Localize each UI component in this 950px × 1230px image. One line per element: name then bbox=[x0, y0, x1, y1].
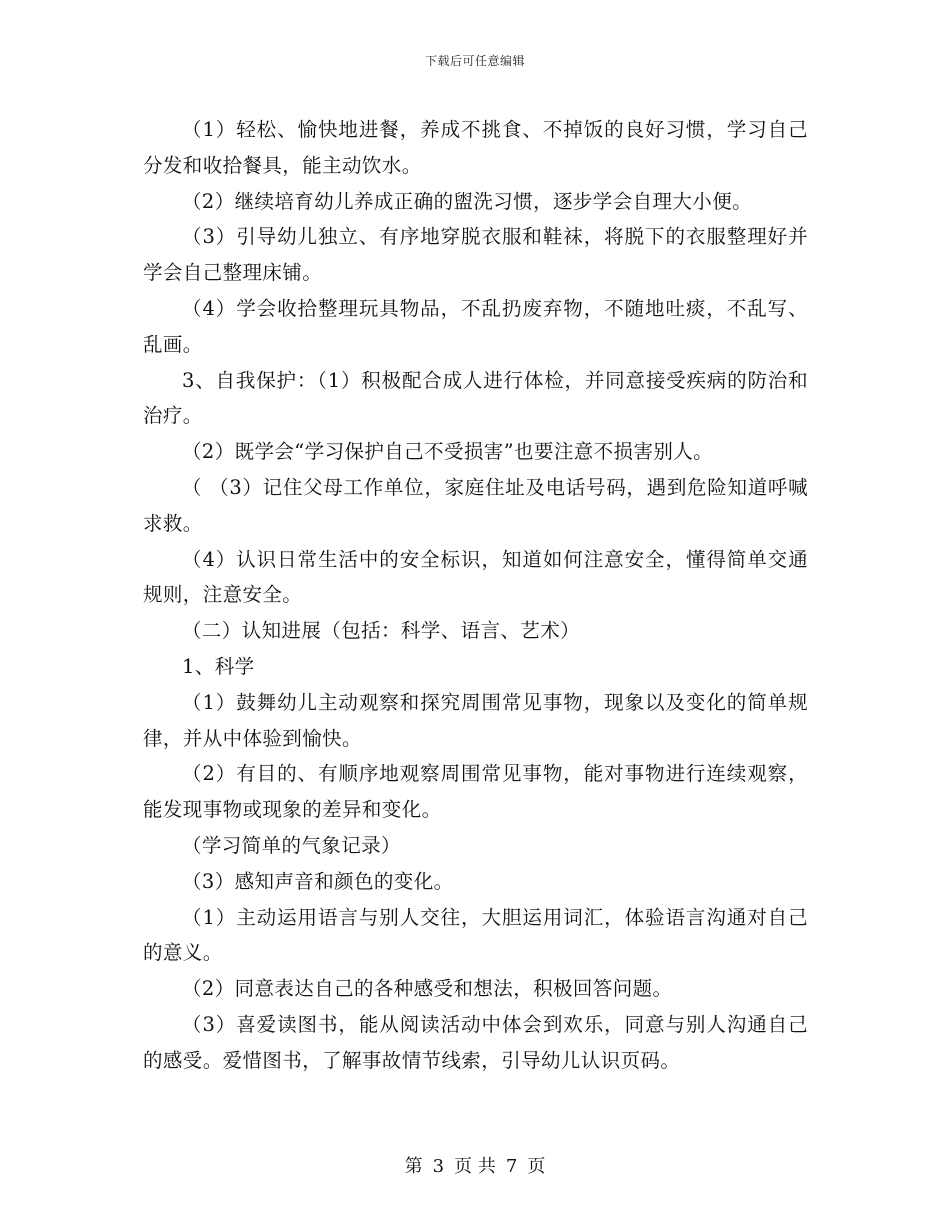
footer-middle: 页 共 bbox=[454, 1156, 496, 1177]
paragraph: （2）既学会“学习保护自己不受损害”也要注意不损害别人。 bbox=[182, 440, 714, 464]
paragraph: （3）感知声音和颜色的变化。 bbox=[182, 869, 454, 893]
paragraph: （3）喜爱读图书，能从阅读活动中体会到欢乐，同意与别人沟通自己的感受。爱惜图书，了解事故情节线索，引导幼儿认识页码。 bbox=[143, 1012, 808, 1072]
footer-page-number: 3 bbox=[432, 1156, 445, 1177]
footer-total-pages: 7 bbox=[505, 1156, 518, 1177]
paragraph: （4）学会收拾整理玩具物品，不乱扔废弃物，不随地吐痰，不乱写、乱画。 bbox=[143, 296, 808, 356]
section-heading: （二）认知进展（包括：科学、语言、艺术） bbox=[182, 619, 581, 643]
page-header-note: 下载后可任意编辑 bbox=[424, 54, 525, 68]
paragraph: 3、自我保护：（1）积极配合成人进行体检，并同意接受疾病的防治和治疗。 bbox=[143, 368, 808, 428]
paragraph: （3）引导幼儿独立、有序地穿脱衣服和鞋袜，将脱下的衣服整理好并学会自己整理床铺。 bbox=[143, 225, 808, 285]
document-body bbox=[143, 112, 808, 1079]
paragraph: （2）同意表达自己的各种感受和想法，积极回答问题。 bbox=[182, 977, 673, 1001]
paragraph: （1）轻松、愉快地进餐，养成不挑食、不掉饭的良好习惯，学习自己分发和收拾餐具，能主动饮水。 bbox=[143, 118, 808, 177]
paragraph: （1）主动运用语言与别人交往，大胆运用词汇，体验语言沟通对自己的意义。 bbox=[143, 905, 808, 965]
footer-prefix: 第 bbox=[404, 1156, 423, 1177]
paragraph: （2）有目的、有顺序地观察周围常见事物，能对事物进行连续观察，能发现事物或现象的差异和变化。 bbox=[143, 762, 808, 822]
footer-suffix: 页 bbox=[527, 1156, 546, 1177]
paragraph: （4）认识日常生活中的安全标识，知道如何注意安全，懂得简单交通规则，注意安全。 bbox=[143, 547, 808, 607]
paragraph: （ （3）记住父母工作单位，家庭住址及电话号码，遇到危险知道呼喊求救。 bbox=[143, 475, 808, 535]
paragraph: （1）鼓舞幼儿主动观察和探究周围常见事物，现象以及变化的简单规律，并从中体验到愉快。 bbox=[143, 690, 808, 750]
subsection-heading: 1、科学 bbox=[182, 654, 255, 678]
paragraph: （2）继续培育幼儿养成正确的盥洗习惯，逐步学会自理大小便。 bbox=[182, 189, 753, 213]
paragraph: （学习简单的气象记录） bbox=[182, 833, 401, 857]
page-footer bbox=[0, 1152, 950, 1178]
